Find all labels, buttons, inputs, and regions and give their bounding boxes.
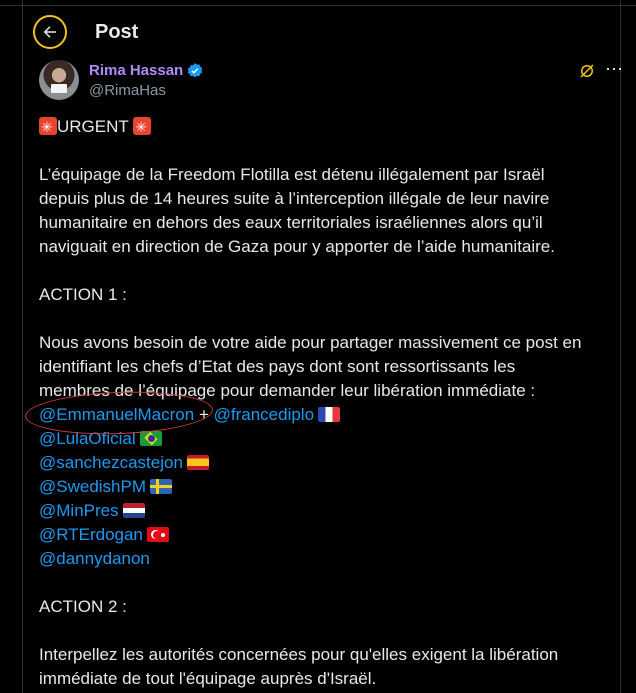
- post-column: [22, 0, 621, 693]
- mention-line-netherlands: [39, 499, 605, 523]
- action-1-heading: ACTION 1 :: [39, 285, 127, 304]
- text-line: membres de l’équipage pour demander leur libération immédiate :: [39, 381, 536, 400]
- left-gutter: [0, 0, 22, 693]
- mention-minpres[interactable]: @MinPres: [39, 501, 119, 520]
- france-flag-icon: [318, 407, 340, 422]
- post-header: [23, 6, 621, 58]
- mention-sanchezcastejon[interactable]: @sanchezcastejon: [39, 453, 183, 472]
- mention-francediplo[interactable]: @francediplo: [213, 405, 315, 424]
- text-line: immédiate de tout l'équipage auprès d'Israël.: [39, 669, 377, 688]
- mention-emmanuelmacron[interactable]: @EmmanuelMacron: [39, 405, 195, 424]
- turkey-flag-icon: [147, 527, 169, 542]
- brazil-flag-icon: [140, 431, 162, 446]
- mention-line-sweden: [39, 475, 605, 499]
- action-2-heading: ACTION 2 :: [39, 597, 127, 616]
- sweden-flag-icon: [150, 479, 172, 494]
- mention-line-turkey: [39, 523, 605, 547]
- page-title: Post: [95, 21, 139, 43]
- urgent-line: [39, 115, 605, 139]
- mention-line-danon: [39, 547, 605, 571]
- grok-icon[interactable]: [578, 62, 596, 80]
- text-line: identifiant les chefs d’Etat des pays dont sont ressortissants les: [39, 357, 516, 376]
- verified-badge-icon: [186, 62, 204, 80]
- text-line: depuis plus de 14 heures suite à l’interception illégale de leur navire: [39, 189, 550, 208]
- siren-icon: [133, 117, 151, 135]
- author-name[interactable]: Rima Hassan: [89, 62, 184, 79]
- paragraph-3: [39, 643, 605, 691]
- mention-dannydanon[interactable]: @dannydanon: [39, 549, 150, 568]
- avatar[interactable]: [39, 60, 79, 100]
- back-arrow-icon: [41, 23, 59, 41]
- mention-line-spain: [39, 451, 605, 475]
- mention-lulaoficial[interactable]: @LulaOficial: [39, 429, 136, 448]
- urgent-text: URGENT: [57, 117, 129, 136]
- netherlands-flag-icon: [123, 503, 145, 518]
- mention-rterdogan[interactable]: @RTErdogan: [39, 525, 143, 544]
- siren-icon: [39, 117, 57, 135]
- text-line: humanitaire en dehors des eaux territoriales israéliennes alors qu’il: [39, 213, 543, 232]
- text-line: L’équipage de la Freedom Flotilla est détenu illégalement par Israël: [39, 165, 545, 184]
- spain-flag-icon: [187, 455, 209, 470]
- back-button[interactable]: [33, 15, 67, 49]
- plus-text: +: [198, 405, 209, 424]
- mention-swedishpm[interactable]: @SwedishPM: [39, 477, 147, 496]
- text-line: Nous avons besoin de votre aide pour partager massivement ce post en: [39, 333, 582, 352]
- text-line: naviguait en direction de Gaza pour y apporter de l’aide humanitaire.: [39, 237, 555, 256]
- author-handle[interactable]: @RimaHas: [89, 82, 166, 99]
- more-icon[interactable]: ⋯: [605, 59, 623, 79]
- paragraph-1: [39, 163, 605, 259]
- post-author: [39, 59, 623, 104]
- text-line: Interpellez les autorités concernées pour qu'elles exigent la libération: [39, 645, 559, 664]
